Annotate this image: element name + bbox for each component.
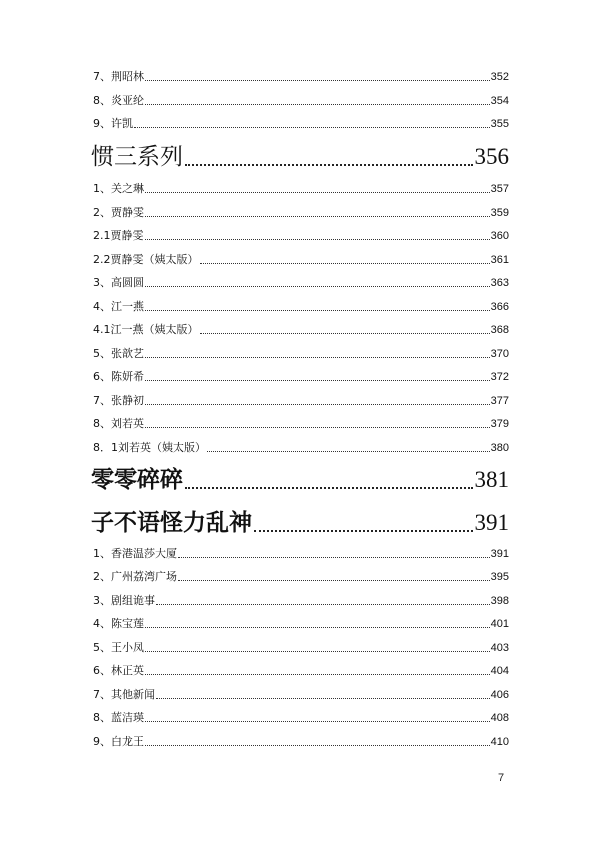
leader-dots [145,380,490,381]
leader-dots [185,487,473,489]
section-page: 356 [474,144,509,169]
toc-entry-page: 404 [490,665,509,677]
toc-entry-label: 9、许凯 [93,117,133,130]
toc-entry[interactable] [93,94,509,108]
toc-entry[interactable] [93,570,509,584]
leader-dots [145,627,490,628]
leader-dots [145,674,490,675]
leader-dots [134,127,490,128]
toc-entry-page: 352 [490,71,509,83]
toc-entry[interactable] [93,370,509,384]
toc-entry-label: 7、张静初 [93,394,144,407]
toc-entry-label: 3、高圆圆 [93,276,144,289]
toc-entry-page: 370 [490,348,509,360]
toc-entry-label: 2.1贾静雯 [93,229,144,242]
toc-entry[interactable] [93,688,509,702]
toc-entry[interactable] [93,735,509,749]
section-page: 381 [474,467,509,492]
leader-dots [156,698,490,699]
toc-entry-page: 354 [490,95,509,107]
toc-entry[interactable] [93,594,509,608]
toc-entry-label: 5、张歆艺 [93,347,144,360]
section-title: 子不语怪力乱神 [91,510,252,536]
toc-entry[interactable] [93,276,509,290]
toc-entry[interactable] [93,547,509,561]
toc-entry-page: 398 [490,595,509,607]
toc-entry-page: 395 [490,571,509,583]
toc-entry[interactable] [93,664,509,678]
leader-dots [207,451,490,452]
toc-entry[interactable] [93,182,509,196]
leader-dots [145,721,490,722]
leader-dots [145,745,490,746]
toc-entry-page: 355 [490,118,509,130]
toc-entry[interactable] [93,206,509,220]
toc-entry[interactable] [93,441,509,455]
toc-entry-page: 410 [490,736,509,748]
toc-entry-label: 4、江一燕 [93,300,144,313]
toc-entry[interactable] [93,347,509,361]
leader-dots [254,530,473,532]
leader-dots [145,651,490,652]
toc-entry-label: 8、刘若英 [93,417,144,430]
toc-entry[interactable] [93,417,509,431]
toc-entry-label: 7、其他新闻 [93,688,155,701]
toc-entry-label: 2.2贾静雯（姨太版） [93,253,199,266]
toc-entry[interactable] [93,641,509,655]
toc-entry-page: 380 [490,442,509,454]
toc-entry[interactable] [93,70,509,84]
toc-entry[interactable] [93,394,509,408]
leader-dots [145,427,490,428]
leader-dots [178,557,490,558]
leader-dots [200,263,490,264]
section-title: 零零碎碎 [91,467,183,493]
toc-entry[interactable] [93,117,509,131]
toc-entry-page: 377 [490,395,509,407]
leader-dots [145,310,490,311]
toc-entry[interactable] [93,300,509,314]
toc-entry-page: 372 [490,371,509,383]
toc-entry-label: 5、王小凤 [93,641,144,654]
toc-entry-label: 3、剧组诡事 [93,594,155,607]
toc-entry-page: 366 [490,301,509,313]
leader-dots [145,216,490,217]
toc-entry-label: 8、炎亚纶 [93,94,144,107]
toc-entry-page: 360 [490,230,509,242]
leader-dots [145,104,490,105]
toc-entry-label: 8．1刘若英（姨太版） [93,441,206,454]
toc-entry-page: 391 [490,548,509,560]
toc-entry-page: 361 [490,254,509,266]
toc-entry-page: 403 [490,642,509,654]
toc-entry-label: 6、陈妍希 [93,370,144,383]
toc-entry[interactable] [93,229,509,243]
toc-entry-page: 406 [490,689,509,701]
section-page: 391 [474,510,509,535]
toc-entry-page: 363 [490,277,509,289]
leader-dots [145,357,490,358]
toc-entry-label: 6、林正英 [93,664,144,677]
leader-dots [156,604,490,605]
leader-dots [145,404,490,405]
toc-section-heading[interactable] [91,143,509,171]
toc-entry-page: 359 [490,207,509,219]
toc-entry-page: 368 [490,324,509,336]
toc-entry-label: 9、白龙王 [93,735,144,748]
leader-dots [145,80,490,81]
toc-entry-label: 1、关之琳 [93,182,144,195]
toc-entry-page: 357 [490,183,509,195]
toc-entry-label: 4.1江一燕（姨太版） [93,323,199,336]
toc-entry[interactable] [93,253,509,267]
leader-dots [185,164,473,166]
page-number: 7 [498,772,505,784]
toc-entry-label: 2、贾静雯 [93,206,144,219]
toc-entry-label: 2、广州荔湾广场 [93,570,177,583]
toc-entry-page: 379 [490,418,509,430]
toc-entry-page: 408 [490,712,509,724]
toc-entry[interactable] [93,617,509,631]
toc-entry[interactable] [93,323,509,337]
toc-entry-label: 4、陈宝莲 [93,617,144,630]
section-title: 惯三系列 [91,144,183,170]
toc-entry-label: 8、蓝洁瑛 [93,711,144,724]
leader-dots [145,286,490,287]
leader-dots [200,333,490,334]
leader-dots [145,239,490,240]
toc-entry-label: 1、香港温莎大厦 [93,547,177,560]
leader-dots [178,580,490,581]
toc-entry[interactable] [93,711,509,725]
leader-dots [145,192,490,193]
toc-entry-label: 7、荆昭林 [93,70,144,83]
toc-entry-page: 401 [490,618,509,630]
toc-section-heading[interactable] [91,509,509,537]
toc-section-heading[interactable] [91,466,509,494]
